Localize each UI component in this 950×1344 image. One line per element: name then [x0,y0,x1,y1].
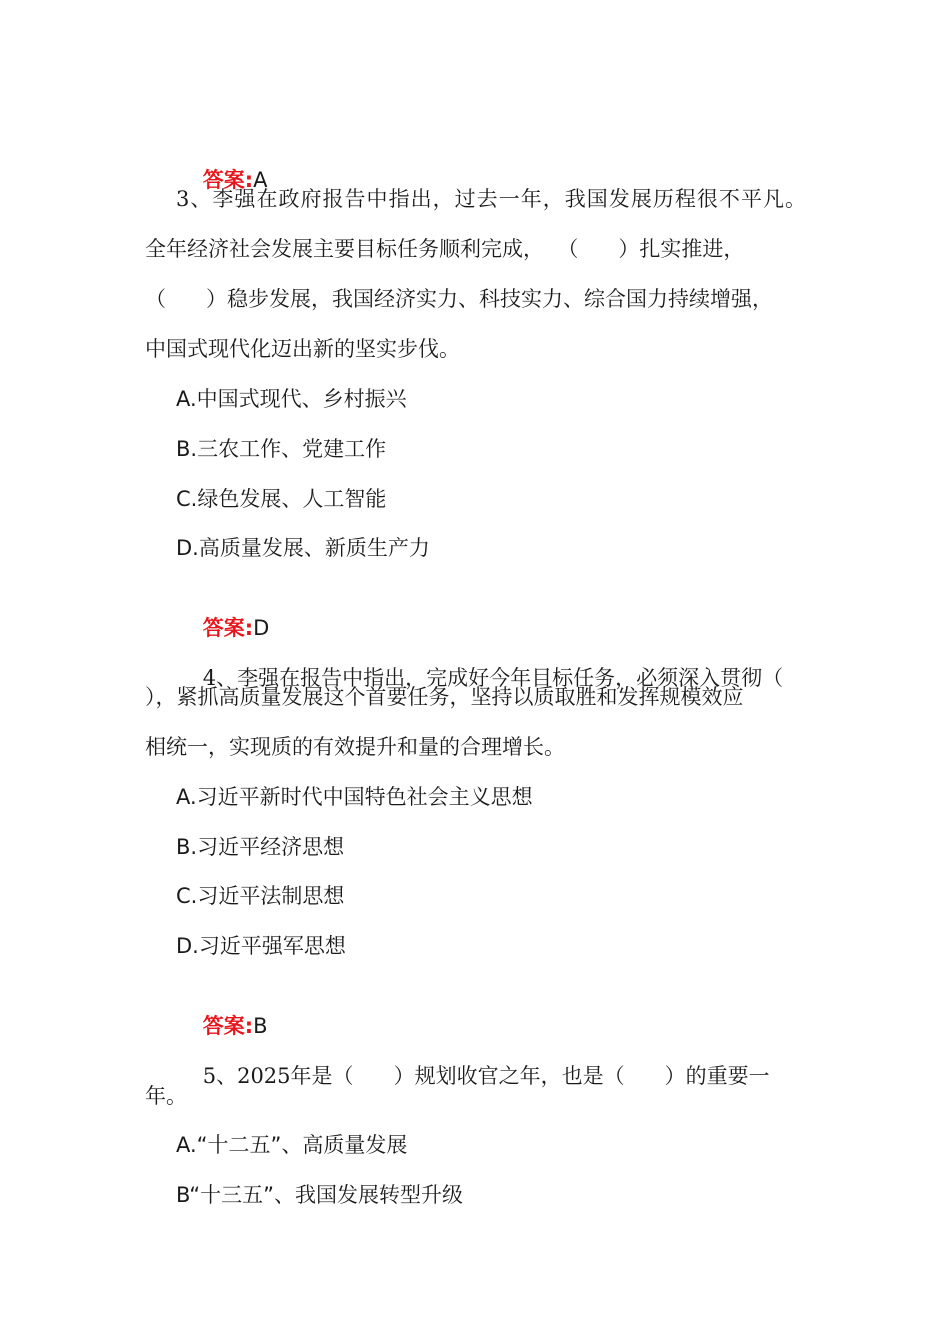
answer-value: D [253,616,270,640]
question-4-stem-line-3: 相统一，实现质的有效提升和量的合理增长。 [145,735,565,759]
question-stem-text: 李强在政府报告中指出，过去一年，我国发展历程很不平凡。 [212,187,806,211]
question-stem-text: 李强在报告中指出，完成好今年目标任务，必须深入贯彻（ [237,666,784,690]
answer-label: 答案: [202,616,254,640]
question-5-stem-line-1 [176,1031,770,1121]
question-number: 5、 [202,1064,238,1088]
answer-label: 答案: [202,1014,254,1038]
answer-label: 答案: [202,168,254,192]
option-b: B.三农工作、党建工作 [176,437,387,461]
question-3-stem-line-1 [176,184,806,214]
question-3-stem-line-2: 全年经济社会发展主要目标任务顺利完成， （ ）扎实推进， [145,237,745,261]
answer-value: A [253,168,268,192]
question-4-stem-line-2: ），紧抓高质量发展这个首要任务，坚持以质取胜和发挥规模效应 [145,685,744,709]
option-a: A.“十二五”、高质量发展 [176,1133,408,1157]
question-number: 3、 [176,187,213,211]
option-b: B“十三五”、我国发展转型升级 [176,1183,464,1207]
question-3-stem-line-4: 中国式现代化迈出新的坚实步伐。 [145,337,460,361]
question-stem-text: 2025年是（ ）规划收官之年，也是（ ）的重要一 [237,1064,770,1088]
option-b: B.习近平经济思想 [176,835,345,859]
option-c: C.习近平法制思想 [176,884,345,908]
option-d: D.习近平强军思想 [176,934,346,958]
option-a: A.中国式现代、乡村振兴 [176,387,407,411]
answer-value: B [253,1014,268,1038]
option-c: C.绿色发展、人工智能 [176,487,387,511]
question-5-stem-line-2: 年。 [145,1084,187,1108]
question-3-stem-line-3: （ ）稳步发展，我国经济实力、科技实力、综合国力持续增强， [145,287,774,311]
option-d: D.高质量发展、新质生产力 [176,536,430,560]
option-a: A.习近平新时代中国特色社会主义思想 [176,785,533,809]
question-number: 4、 [202,666,238,690]
